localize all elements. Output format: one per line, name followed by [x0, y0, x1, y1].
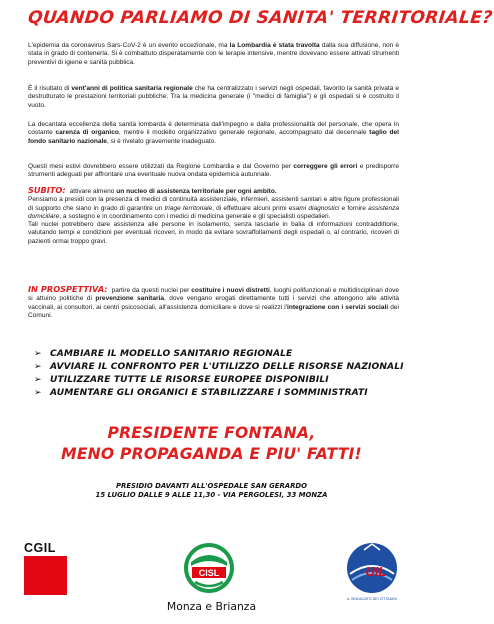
demand-item: ➢ AVVIARE IL CONFRONTO PER L'UTILIZZO DELLE RISORSE NAZIONALI	[34, 361, 404, 372]
region-label: Monza e Brianza	[166, 600, 257, 613]
headline: QUANDO PARLIAMO DI SANITA' TERRITORIALE?	[26, 8, 494, 28]
section-subito	[28, 186, 399, 246]
cgil-logo	[24, 540, 70, 598]
cisl-emblem-icon	[183, 542, 235, 594]
subito-presidi: Pensiamo a presidi con la presenza di medici di continuità assistenziale, infermieri, assistenti sanitari e altre figure professionali di supporto che siano in grado di garantire un triage territoriale, di effettuare alcuni primi esami diagnostici e fornire assistenza domiciliare, a sostegno e in coordinamento con i medici di medicina generale e gli specialisti ospedalieri.	[28, 196, 399, 220]
subito-nuclei: Tali nuclei potrebbero dare assistenza alle persone in isolamento, senza lasciarle in balia di informazioni contraddittorie, valutando tempi e condizioni per eventuali ricoveri, in modo da evitare sovraffollamenti degli ospedali o, al contrario, ricoveri di pazienti ormai troppo gravi.	[28, 221, 399, 245]
subito-lead: SUBITO: attivare almeno un nucleo di assistenza territoriale per ogni ambito.	[28, 185, 277, 195]
paragraph-epidemic: L'epidemia da coronavirus Sars-CoV-2 è un evento eccezionale, ma la Lombardia è stata travolta dalla sua diffusione, non è stata in grado di contenerla. Si è combattuto disperatamente con le terapie intensive, mentre dovevano essere attivati strumenti preventivi di igiene e sanità pubblica.	[28, 42, 400, 66]
cgil-wordmark: CGIL	[24, 541, 56, 555]
uil-wordmark: UIL	[365, 564, 387, 579]
prospettiva-label: IN PROSPETTIVA:	[28, 284, 108, 294]
arrow-bullet-icon: ➢	[34, 361, 42, 372]
arrow-bullet-icon: ➢	[34, 388, 42, 399]
cisl-logo	[183, 542, 235, 594]
demand-item: ➢ UTILIZZARE TUTTE LE RISORSE EUROPEE DISPONIBILI	[34, 374, 329, 385]
uil-emblem-icon	[342, 540, 402, 602]
demand-item: ➢ CAMBIARE IL MODELLO SANITARIO REGIONALE	[34, 348, 293, 359]
demand-item: ➢ AUMENTARE GLI ORGANICI E STABILIZZARE I SOMMINISTRATI	[34, 388, 368, 399]
paragraph-excellence: La decantata eccellenza della sanità lombarda è determinata dall'impegno e dalla professionalità del personale, che opera in costante carenza di organico, mentre il modello organizzativo generale regionale, accompagnato dal decennale taglio del fondo sanitario nazionale, si è rivelato gravemente inadeguato.	[28, 121, 399, 145]
uil-logo	[342, 540, 402, 602]
uil-tagline: IL SINDACATO DEI CITTADINI	[347, 597, 397, 601]
arrow-bullet-icon: ➢	[34, 374, 42, 385]
paragraph-regional-policy: È il risultato di vent'anni di politica sanitaria regionale che ha centralizzato i servizi negli ospedali, favorito la sanità privata e destrutturato le prestazioni territoriali pubbliche. Tra la medicina generale (i "medici di famiglia") e gli ospedali si è costruito il vuoto.	[28, 85, 399, 109]
subito-label: SUBITO:	[28, 185, 66, 195]
arrow-bullet-icon: ➢	[34, 348, 42, 359]
section-prospettiva: IN PROSPETTIVA: partire da questi nuclei per costituire i nuovi distretti, luoghi polifunzionali e multidisciplinari dove si attuino politiche di prevenzione sanitaria, dove vengano erogati direttamente tutti i servizi che attengono alle attività vaccinali, ai consultori, ai centri psicosociali, all'assistenza domiciliare e dove si realizzi l'integrazione con i servizi sociali dei Comuni.	[28, 284, 400, 319]
cisl-wordmark: CISL	[198, 568, 220, 578]
cgil-red-square-icon	[24, 556, 67, 595]
demands-list	[34, 347, 404, 400]
appeal-to-president: PRESIDENTE FONTANA, MENO PROPAGANDA E PIU' FATTI!	[61, 424, 362, 463]
paragraph-summer-months: Questi mesi estivi dovrebbero essere utilizzati da Regione Lombardia e dal Governo per correggere gli errori e predisporre strumenti adeguati per affrontare una eventuale nuova ondata epidemica autunnale.	[28, 163, 399, 179]
event-details: PRESIDIO DAVANTI ALL'OSPEDALE SAN GERARDO 15 LUGLIO DALLE 9 ALLE 11,30 - VIA PERGOLESI, 33 MONZA	[95, 482, 328, 499]
